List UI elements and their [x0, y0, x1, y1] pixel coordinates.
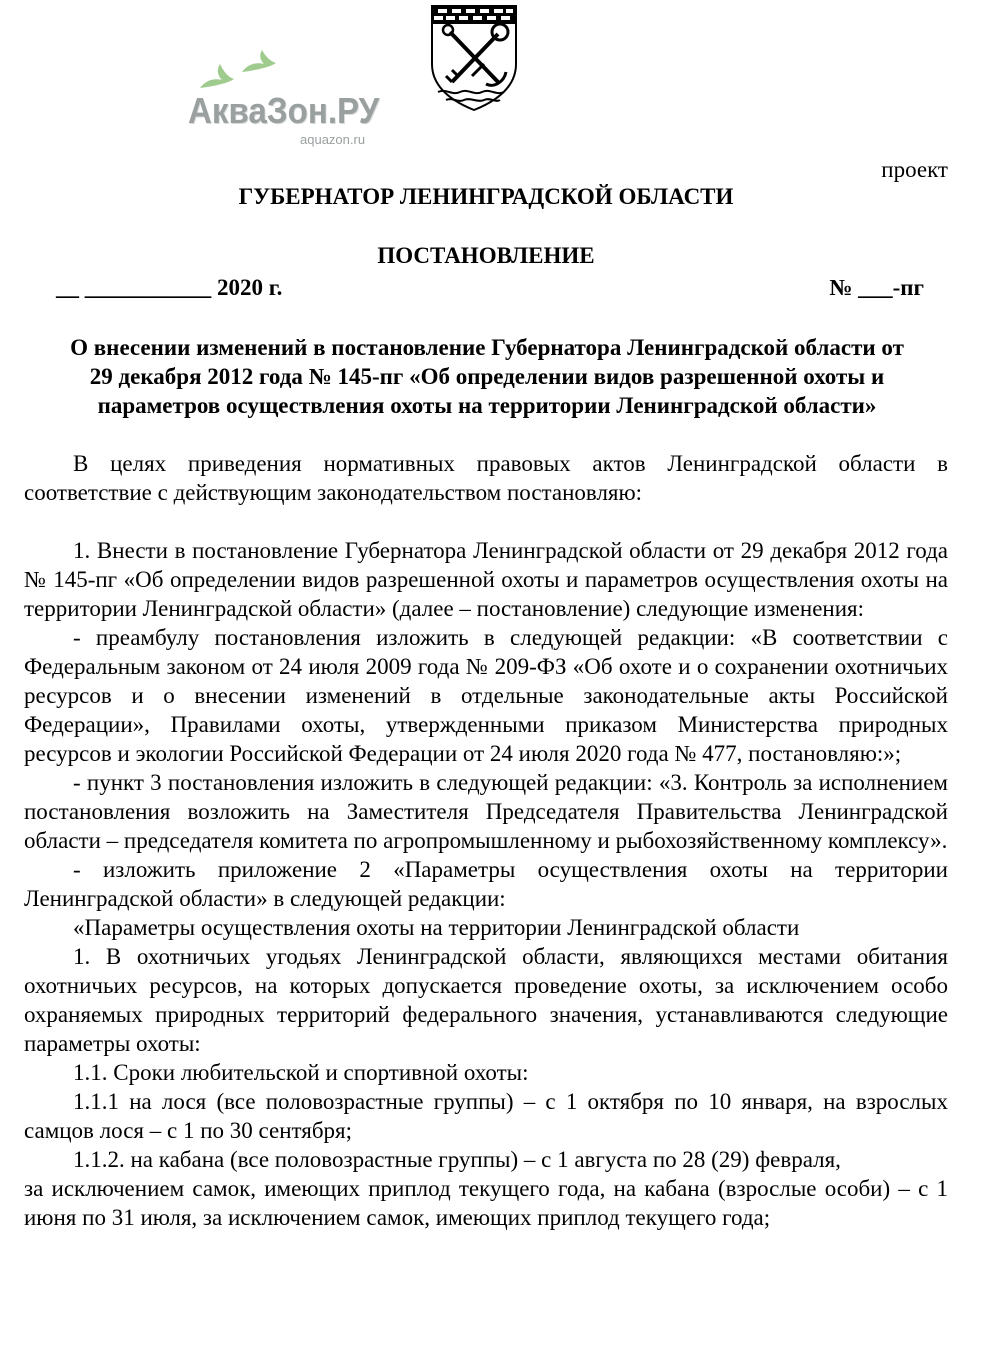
annex-1-1-2-paragraph: за исключением самок, имеющих приплод текущего года, на кабана (взрослые особи) – с 1 июня по 31 июля, за исключением самок, имеющих приплод текущего года;: [24, 1176, 948, 1230]
annex-1-1-1-paragraph: 1.1.1 на лося (все половозрастные группы) – с 1 октября по 10 января, на взрослых самцов лося – с 1 по 30 сентября;: [24, 1089, 948, 1143]
preamble-paragraph: В целях приведения нормативных правовых актов Ленинградской области в соответствие с действующим законодательством постановляю:: [24, 451, 948, 505]
draft-mark: проект: [881, 157, 948, 182]
item-1-paragraph: 1. Внести в постановление Губернатора Ленинградской области от 29 декабря 2012 года № 145-пг «Об определении видов разрешенной охоты и параметров осуществления охоты на территории Ленинградской области» (далее – постановление) следующие изменения:: [24, 538, 948, 621]
date-line: __ ___________ 2020 г.: [56, 275, 283, 300]
body-text: [24, 449, 948, 1232]
document-title: [26, 333, 948, 420]
watermark: [188, 50, 398, 150]
item-1-b-paragraph: - пункт 3 постановления изложить в следующей редакции: «3. Контроль за исполнением постановления возложить на Заместителя Председателя Правительства Ленинградской области – председателя комитета по агропромышленному и рыбохозяйственному комплексу».: [24, 770, 948, 853]
birds-icon: [192, 50, 282, 94]
document-kind: ПОСТАНОВЛЕНИЕ: [377, 243, 595, 268]
watermark-domain: aquazon.ru: [300, 132, 366, 147]
annex-title-paragraph: «Параметры осуществления охоты на территории Ленинградской области: [73, 915, 800, 940]
watermark-brand: АкваЗон.РУ: [188, 90, 380, 131]
coat-of-arms-icon: [428, 2, 520, 112]
annex-1-paragraph: 1. В охотничьих угодьях Ленинградской области, являющихся местами обитания охотничьих ресурсов, на которых допускается проведение охоты, за исключением особо охраняемых природных территорий федерального значения, устанавливаются следующие параметры охоты:: [24, 944, 948, 1056]
annex-1-1-2-first-line: 1.1.2. на кабана (все половозрастные группы) – с 1 августа по 28 (29) февраля,: [73, 1147, 841, 1172]
title-line: параметров осуществления охоты на территории Ленинградской области»: [97, 393, 877, 418]
item-1-c-paragraph: - изложить приложение 2 «Параметры осуществления охоты на территории Ленинградской области» в следующей редакции:: [24, 857, 948, 911]
title-line: О внесении изменений в постановление Губернатора Ленинградской области от: [70, 335, 904, 360]
number-line: № ___-пг: [829, 275, 924, 300]
item-1-a-paragraph: - преамбулу постановления изложить в следующей редакции: «В соответствии с Федеральным законом от 24 июля 2009 года № 209-ФЗ «Об охоте и о сохранении охотничьих ресурсов и о внесении изменений в отдельные законодательные акты Российской Федерации», Правилами охоты, утвержденными приказом Министерства природных ресурсов и экологии Российской Федерации от 24 июля 2020 года № 477, постановляю:»;: [24, 625, 948, 766]
title-line: 29 декабря 2012 года № 145-пг «Об определении видов разрешенной охоты и: [89, 364, 885, 389]
issuer-title: ГУБЕРНАТОР ЛЕНИНГРАДСКОЙ ОБЛАСТИ: [238, 184, 734, 209]
annex-1-1-paragraph: 1.1. Сроки любительской и спортивной охоты:: [73, 1060, 529, 1085]
